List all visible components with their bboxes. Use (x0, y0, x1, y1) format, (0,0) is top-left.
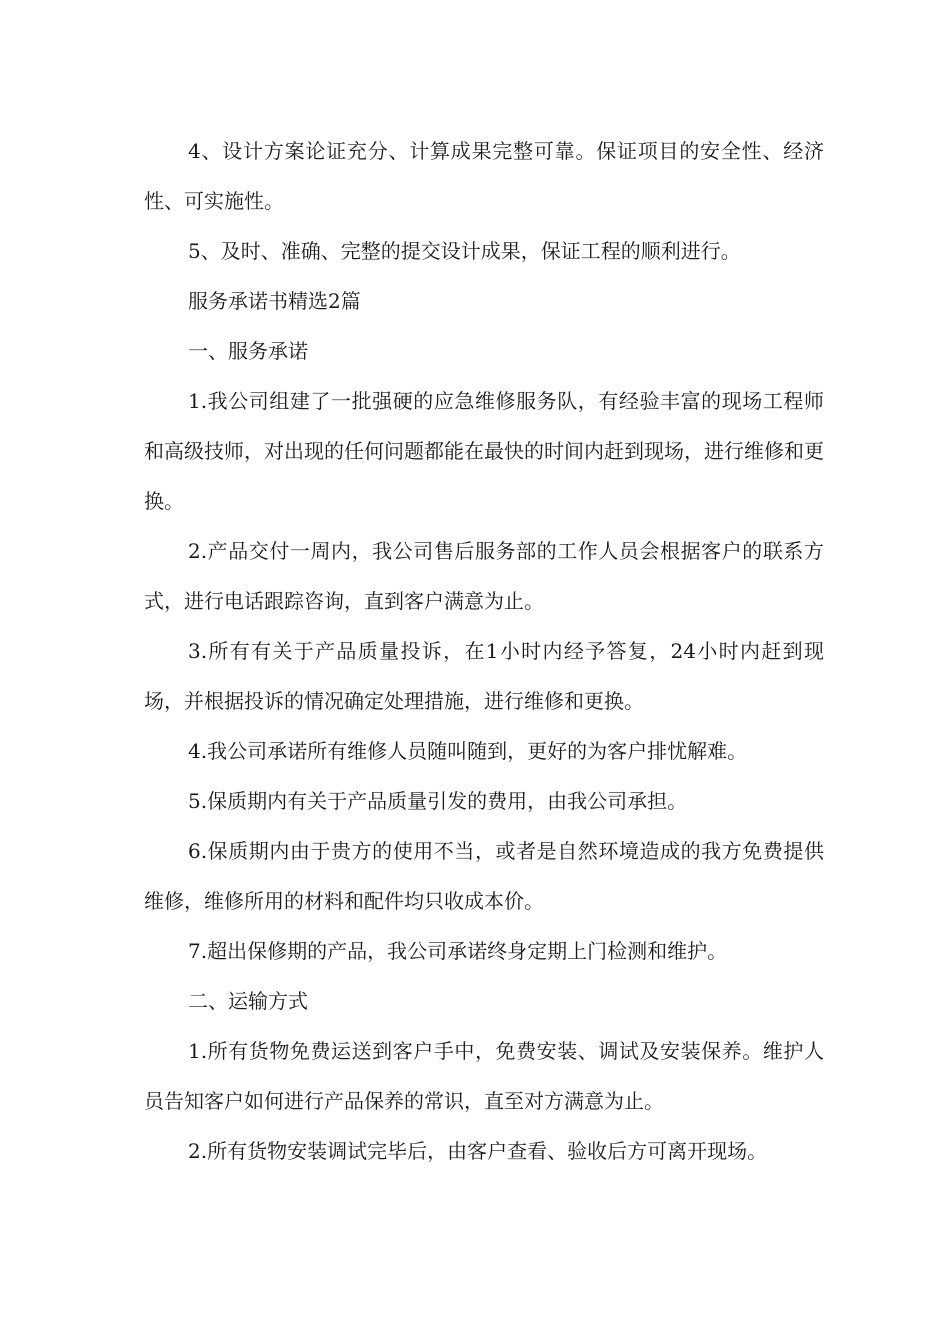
paragraph-service-2: 2.产品交付一周内，我公司售后服务部的工作人员会根据客户的联系方式，进行电话跟踪咨询，直到客户满意为止。 (144, 539, 824, 613)
paragraph-service-1: 1.我公司组建了一批强硬的应急维修服务队，有经验丰富的现场工程师和高级技师，对出现的任何问题都能在最快的时间内赶到现场，进行维修和更换。 (144, 389, 824, 513)
paragraph-transport-1: 1.所有货物免费运送到客户手中，免费安装、调试及安装保养。维护人员告知客户如何进行产品保养的常识，直至对方满意为止。 (144, 1039, 824, 1113)
paragraph-service-7: 7.超出保修期的产品，我公司承诺终身定期上门检测和维护。 (188, 939, 728, 963)
paragraph-design-item-5: 5、及时、准确、完整的提交设计成果，保证工程的顺利进行。 (188, 239, 741, 263)
paragraph-service-3: 3.所有有关于产品质量投诉，在1小时内经予答复，24小时内赶到现场，并根据投诉的情况确定处理措施，进行维修和更换。 (144, 639, 824, 713)
paragraph-service-5: 5.保质期内有关于产品质量引发的费用，由我公司承担。 (188, 789, 688, 813)
document-body (144, 126, 824, 1176)
heading-service-promise: 一、服务承诺 (188, 339, 308, 363)
heading-transport: 二、运输方式 (188, 989, 308, 1013)
section-title: 服务承诺书精选2篇 (188, 289, 361, 313)
paragraph-transport-2: 2.所有货物安装调试完毕后，由客户查看、验收后方可离开现场。 (188, 1139, 768, 1163)
paragraph-design-item-4: 4、设计方案论证充分、计算成果完整可靠。保证项目的安全性、经济性、可实施性。 (144, 139, 824, 213)
paragraph-service-6: 6.保质期内由于贵方的使用不当，或者是自然环境造成的我方免费提供维修，维修所用的材料和配件均只收成本价。 (144, 839, 824, 913)
paragraph-service-4: 4.我公司承诺所有维修人员随叫随到，更好的为客户排忧解难。 (188, 739, 748, 763)
